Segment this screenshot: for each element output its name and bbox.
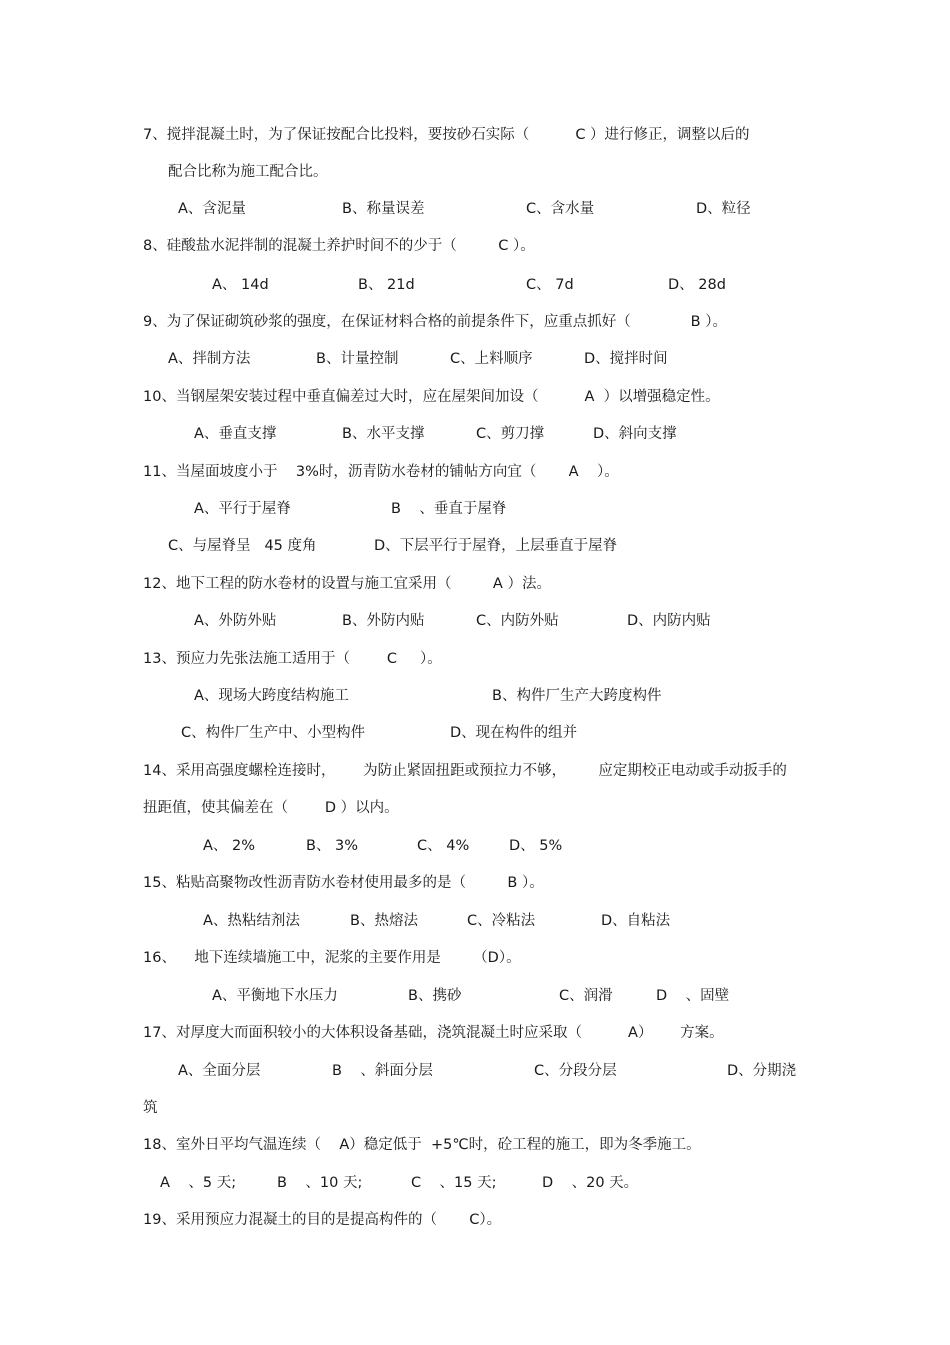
question-14-stem-cont: 扭距值，使其偏差在（ D ）以内。 (143, 800, 399, 816)
question-15-option-c: C、冷粘法 (467, 913, 536, 929)
question-8-option-c: C、 7d (526, 277, 574, 293)
question-17-option-d: D、分期浇 (727, 1063, 797, 1079)
question-14-option-b: B、 3% (306, 838, 359, 854)
question-10-option-a: A、垂直支撑 (194, 426, 277, 442)
question-10-option-c: C、剪刀撑 (476, 426, 545, 442)
question-11-option-c: C、与屋脊呈 45 度角 (168, 538, 317, 554)
question-12-option-c: C、内防外贴 (476, 613, 559, 629)
question-17-option-d-cont: 筑 (143, 1100, 158, 1116)
question-11-option-b: B 、垂直于屋脊 (391, 501, 507, 517)
question-8-option-b: B、 21d (358, 277, 415, 293)
question-13-stem: 13、预应力先张法施工适用于（ C ）。 (143, 651, 442, 667)
question-11-option-a: A、平行于屋脊 (194, 501, 291, 517)
question-9-stem: 9、为了保证砌筑砂浆的强度，在保证材料合格的前提条件下，应重点抓好（ B ）。 (143, 314, 727, 330)
question-13-option-a: A、现场大跨度结构施工 (194, 688, 349, 704)
question-12-option-b: B、外防内贴 (342, 613, 425, 629)
question-11-option-d: D、下层平行于屋脊，上层垂直于屋脊 (374, 538, 618, 554)
question-8-option-a: A、 14d (212, 277, 269, 293)
question-10-option-b: B、水平支撑 (342, 426, 425, 442)
question-7-option-a: A、含泥量 (178, 201, 246, 217)
question-9-option-d: D、搅拌时间 (584, 351, 668, 367)
question-12-stem: 12、地下工程的防水卷材的设置与施工宜采用（ A ）法。 (143, 576, 551, 592)
question-13-option-c: C、构件厂生产中、小型构件 (181, 725, 366, 741)
question-18-option-c: C 、15 天; (411, 1175, 497, 1191)
question-14-stem: 14、采用高强度螺栓连接时， 为防止紧固扭距或预拉力不够， 应定期校正电动或手动扳手的 (143, 763, 787, 779)
question-7-stem-cont: 配合比称为施工配合比。 (168, 164, 328, 180)
question-15-option-b: B、热熔法 (350, 913, 418, 929)
question-18-option-b: B 、10 天; (277, 1175, 363, 1191)
question-19-stem: 19、采用预应力混凝土的目的是提高构件的（ C）。 (143, 1212, 502, 1228)
question-17-option-c: C、分段分层 (534, 1063, 617, 1079)
question-9-option-c: C、上料顺序 (450, 351, 533, 367)
question-16-option-b: B、携砂 (408, 988, 462, 1004)
question-8-stem: 8、硅酸盐水泥拌制的混凝土养护时间不的少于（ C ）。 (143, 238, 535, 254)
question-12-option-d: D、内防内贴 (627, 613, 711, 629)
question-7-option-c: C、含水量 (526, 201, 595, 217)
question-7-option-b: B、称量误差 (342, 201, 425, 217)
question-16-option-d: D 、固壁 (656, 988, 730, 1004)
question-15-stem: 15、粘贴高聚物改性沥青防水卷材使用最多的是（ B ）。 (143, 875, 544, 891)
question-16-option-c: C、润滑 (559, 988, 613, 1004)
question-13-option-b: B、构件厂生产大跨度构件 (492, 688, 662, 704)
question-14-option-a: A、 2% (203, 838, 256, 854)
question-12-option-a: A、外防外贴 (194, 613, 277, 629)
question-17-option-b: B 、斜面分层 (332, 1063, 433, 1079)
question-7-stem: 7、搅拌混凝土时，为了保证按配合比投料，要按砂石实际（ C ）进行修正，调整以后的 (143, 127, 750, 143)
question-18-option-a: A 、5 天; (160, 1175, 237, 1191)
question-9-option-a: A、拌制方法 (168, 351, 251, 367)
question-17-stem: 17、对厚度大而面积较小的大体积设备基础，浇筑混凝土时应采取（ A） 方案。 (143, 1025, 724, 1041)
question-14-option-d: D、 5% (509, 838, 563, 854)
question-13-option-d: D、现在构件的组并 (450, 725, 578, 741)
question-8-option-d: D、 28d (668, 277, 726, 293)
question-10-option-d: D、斜向支撑 (593, 426, 677, 442)
question-7-option-d: D、粒径 (696, 201, 751, 217)
question-14-option-c: C、 4% (417, 838, 470, 854)
question-16-stem: 16、 地下连续墙施工中，泥浆的主要作用是 （D）。 (143, 950, 521, 966)
question-18-option-d: D 、20 天。 (542, 1175, 639, 1191)
question-16-option-a: A、平衡地下水压力 (212, 988, 338, 1004)
question-18-stem: 18、室外日平均气温连续（ A）稳定低于 +5℃时，砼工程的施工，即为冬季施工。 (143, 1137, 701, 1153)
question-15-option-a: A、热粘结剂法 (203, 913, 300, 929)
question-17-option-a: A、全面分层 (178, 1063, 261, 1079)
question-11-stem: 11、当屋面坡度小于 3%时，沥青防水卷材的铺帖方向宜（ A ）。 (143, 464, 619, 480)
question-15-option-d: D、自粘法 (601, 913, 671, 929)
question-10-stem: 10、当钢屋架安装过程中垂直偏差过大时，应在屋架间加设（ A ）以增强稳定性。 (143, 389, 720, 405)
question-9-option-b: B、计量控制 (316, 351, 399, 367)
